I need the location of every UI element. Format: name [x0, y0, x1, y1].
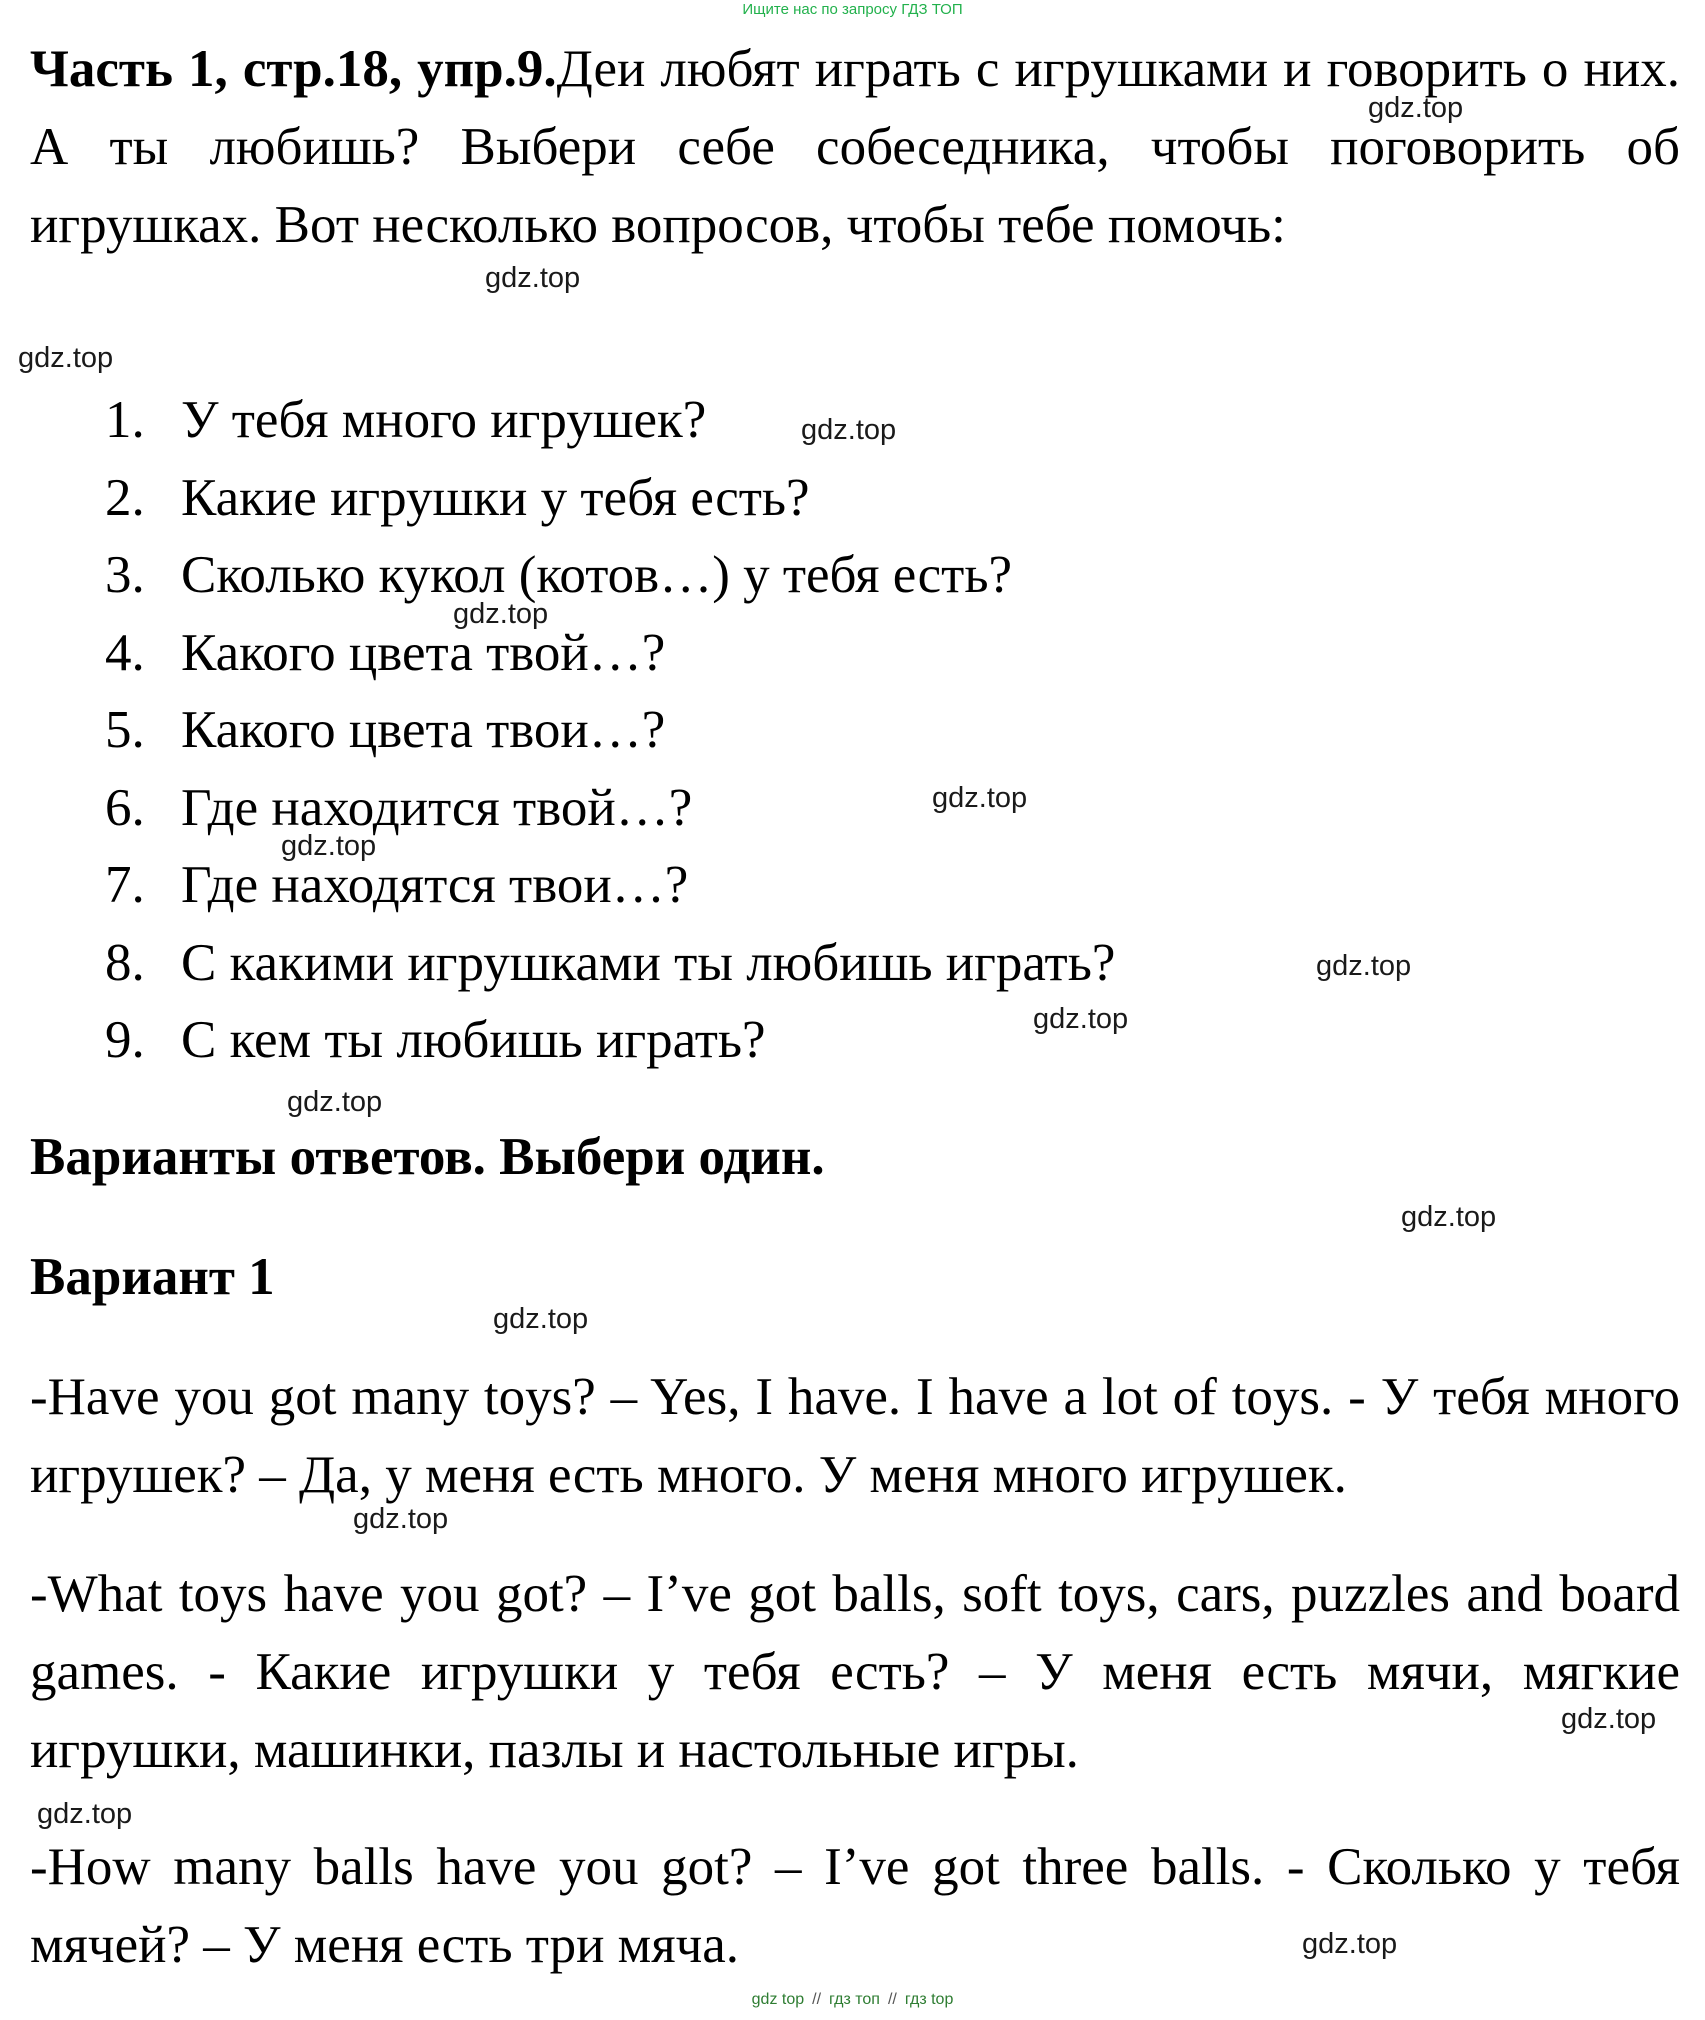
bottom-banner-separator: //: [887, 1991, 897, 2008]
watermark: gdz.top: [18, 342, 114, 374]
watermark: gdz.top: [932, 782, 1028, 814]
list-item: [105, 1002, 1115, 1080]
watermark: gdz.top: [353, 1503, 449, 1535]
variant-heading: Вариант 1: [30, 1248, 275, 1306]
task-paragraph: [30, 30, 1680, 264]
question-number: 5.: [105, 701, 145, 759]
watermark: gdz.top: [1302, 1928, 1398, 1960]
watermark: gdz.top: [453, 598, 549, 630]
list-item: [105, 692, 1115, 770]
question-text: У тебя много игрушек?: [181, 391, 707, 449]
watermark: gdz.top: [1401, 1201, 1497, 1233]
watermark: gdz.top: [493, 1303, 589, 1335]
question-text: Где находится твой…?: [181, 778, 693, 837]
question-number: 8.: [105, 933, 145, 992]
watermark: gdz.top: [1368, 92, 1464, 124]
question-number: 2.: [105, 468, 145, 527]
list-item: [105, 615, 1115, 693]
watermark: gdz.top: [287, 1086, 383, 1118]
question-text: С какими игрушками ты любишь играть?: [181, 933, 1116, 992]
question-text: Где находятся твои…?: [181, 856, 689, 914]
bottom-banner-separator: //: [812, 1991, 822, 2008]
bottom-banner-text: gdz top: [751, 1991, 805, 2008]
watermark: gdz.top: [1316, 950, 1412, 982]
question-text: Сколько кукол (котов…) у тебя есть?: [181, 546, 1013, 604]
bottom-banner-text: гдз топ: [829, 1991, 880, 2008]
list-item: [105, 925, 1115, 1003]
watermark: gdz.top: [1033, 1003, 1129, 1035]
question-number: 6.: [105, 778, 145, 837]
list-item: [105, 382, 1115, 460]
list-item: [105, 460, 1115, 538]
bottom-banner: [0, 1990, 1705, 2010]
question-text: Какие игрушки у тебя есть?: [181, 468, 810, 527]
question-text: С кем ты любишь играть?: [181, 1011, 766, 1069]
question-number: 1.: [105, 391, 145, 449]
question-number: 3.: [105, 546, 145, 604]
task-label: Часть 1, стр.18, упр.9.: [30, 40, 557, 98]
question-list: [105, 382, 1115, 1080]
top-banner: Ищите нас по запросу ГДЗ ТОП: [742, 1, 963, 18]
answers-heading: Варианты ответов. Выбери один.: [30, 1128, 825, 1186]
watermark: gdz.top: [485, 262, 581, 294]
question-number: 9.: [105, 1011, 145, 1069]
question-text: Какого цвета твой…?: [181, 623, 666, 682]
watermark: gdz.top: [801, 414, 897, 446]
watermark: gdz.top: [281, 830, 377, 862]
watermark: gdz.top: [37, 1798, 133, 1830]
dialogue-1: -Have you got many toys? – Yes, I have. I have a lot of toys. - У тебя много игрушек? – Да, у меня есть много. У меня много игрушек.: [30, 1368, 1680, 1504]
watermark: gdz.top: [1561, 1703, 1657, 1735]
list-item: [105, 537, 1115, 615]
question-text: Какого цвета твои…?: [181, 701, 666, 759]
dialogue-2: -What toys have you got? – I’ve got balls, soft toys, cars, puzzles and board games. - Какие игрушки у тебя есть? – У меня есть мячи, мягкие игрушки, машинки, пазлы и настольные игры.: [30, 1565, 1680, 1779]
dialogue-3: -How many balls have you got? – I’ve got three balls. - Сколько у тебя мячей? – У меня есть три мяча.: [30, 1838, 1680, 1974]
task-text: Деи любят играть с игрушками и говорить о них. А ты любишь? Выбери себе собеседника, чтобы поговорить об игрушках. Вот несколько вопросов, чтобы тебе помочь:: [30, 40, 1680, 254]
list-item: [105, 847, 1115, 925]
question-number: 4.: [105, 623, 145, 682]
question-number: 7.: [105, 856, 145, 914]
bottom-banner-text: гдз top: [904, 1991, 954, 2008]
